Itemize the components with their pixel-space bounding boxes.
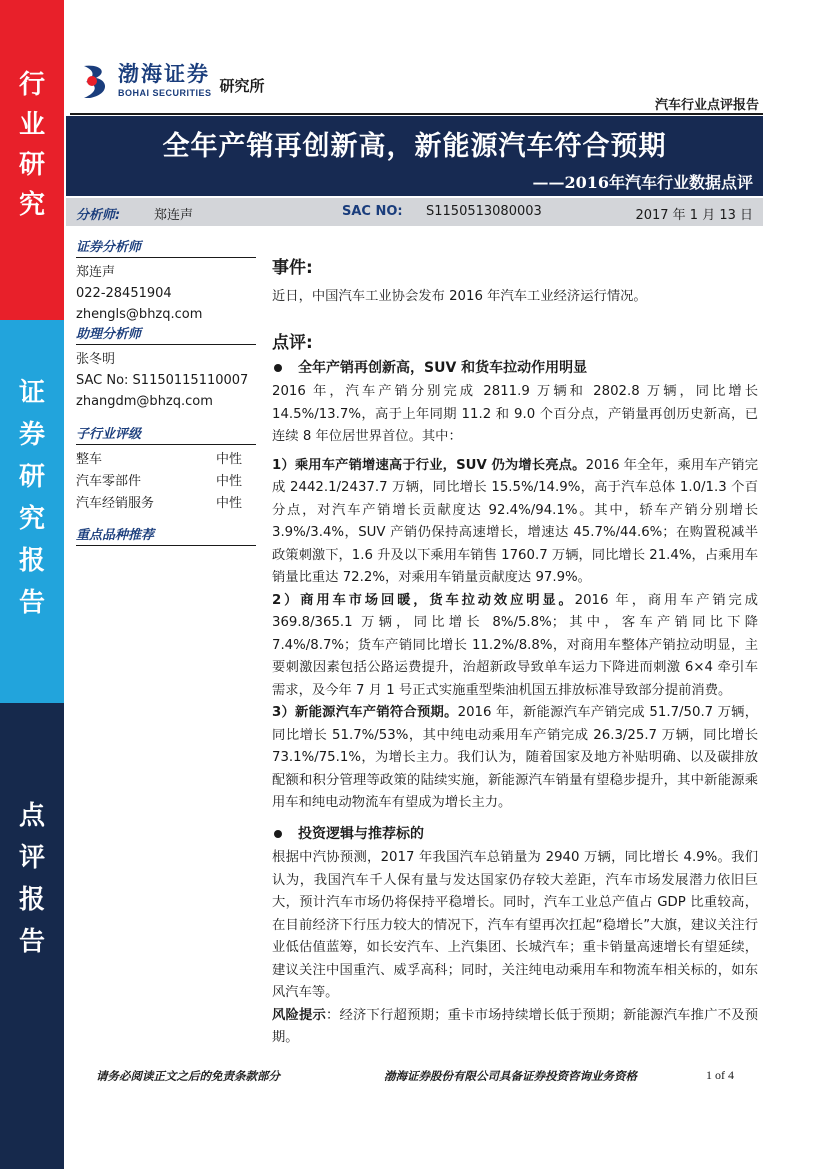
review-heading: 点评: — [272, 333, 313, 353]
section1-text: 2016 年，汽车产销分别完成 2811.9 万辆和 2802.8 万辆，同比增长 14.5%/13.7%，高于上年同期 11.2 和 9.0 个百分点，产销量再创历史新高，已连续 8 年位居世界首位。其中： — [272, 384, 758, 444]
rating-name: 汽车经销服务 — [76, 496, 155, 511]
rating-heading: 子行业评级 — [76, 423, 256, 445]
side-band-review — [0, 703, 64, 1169]
analyst-name-line: 郑连声 — [76, 265, 116, 280]
rating-value: 中性 — [215, 474, 242, 489]
passenger-car-lead: 1）乘用车产销增速高于行业，SUV 仍为增长亮点。 — [272, 457, 586, 473]
section2-text: 根据中汽协预测，2017 年我国汽车总销量为 2940 万辆，同比增长 4.9%。我们认为，我国汽车千人保有量与发达国家仍存较大差距，汽车市场发展潜力依旧巨大，预计汽车市场仍将保持平稳增长。同时，汽车工业总产值占 GDP 比重较高，在目前经济下行压力较大的情况下，汽车有望再次扛起“稳增长”大旗，建议关注行业低估值蓝筹，如长安汽车、上汽集团、长城汽车；重卡销量高速增长有望延续，建议关注中国重汽、威孚高科；同时，关注纯电动乘用车和物流车相关标的，如东风汽车等。 — [272, 850, 758, 1000]
risk-paragraph — [272, 1005, 758, 1050]
risk-lead: 风险提示 — [272, 1007, 327, 1023]
commercial-vehicle-paragraph — [272, 590, 758, 703]
footer-qualification: 渤海证券股份有限公司具备证券投资咨询业务资格 — [384, 1069, 637, 1083]
analyst-name: 郑连声 — [154, 208, 194, 223]
analyst-label: 分析师: — [76, 208, 121, 223]
header-divider — [70, 113, 763, 115]
band-char: 究 — [18, 190, 45, 220]
footer-disclaimer: 请务必阅读正文之后的免责条款部分 — [96, 1069, 280, 1083]
section1-title: 全年产销再创新高，SUV 和货车拉动作用明显 — [298, 359, 588, 376]
analyst-contact — [76, 236, 256, 325]
picks-heading: 重点品种推荐 — [76, 524, 256, 546]
page-subtitle: ——2016年汽车行业数据点评 — [532, 173, 753, 192]
assistant-heading: 助理分析师 — [76, 323, 256, 345]
band-char: 报 — [18, 546, 45, 576]
report-date: 2017 年 1 月 13 日 — [635, 208, 753, 223]
logo-mark-icon — [78, 62, 112, 100]
assistant-name: 张冬明 — [76, 352, 116, 367]
band-char: 报 — [18, 885, 45, 915]
assistant-email[interactable]: zhangdm@bhzq.com — [76, 394, 213, 409]
band-char: 证 — [18, 378, 45, 408]
band-char: 研 — [18, 462, 45, 492]
band-char: 研 — [18, 150, 45, 180]
band-char: 告 — [18, 927, 45, 957]
assistant-contact — [76, 323, 256, 412]
event-section — [272, 257, 758, 308]
company-logo — [78, 62, 265, 100]
band-char: 业 — [18, 110, 45, 140]
logo-en-text: BOHAI SECURITIES — [118, 88, 212, 98]
sub-industry-ratings — [76, 423, 256, 515]
analyst-email[interactable]: zhengls@bhzq.com — [76, 307, 203, 322]
bullet-icon — [274, 364, 282, 372]
commercial-vehicle-text: 2016 年，商用车产销完成 369.8/365.1 万辆，同比增长 8%/5.8%；其中，客车产销同比下降 7.4%/8.7%；货车产销同比增长 11.2%/8.8%，对商用车整体产销拉动明显，主要刺激因素包括公路运费提升，治超新政导致单车运力下降进而刺激 6×4 牵引车需求，及今年 7 月 1 号正式实施重型柴油机国五排放标准导致部分提前消费。 — [272, 592, 758, 698]
rating-value: 中性 — [215, 452, 242, 467]
side-band-securities — [0, 320, 64, 703]
band-char: 券 — [18, 420, 45, 450]
band-char: 行 — [18, 70, 45, 100]
report-type: 汽车行业点评报告 — [654, 98, 759, 113]
bullet-icon — [274, 830, 282, 838]
page-title: 全年产销再创新高，新能源汽车符合预期 — [162, 131, 667, 162]
rating-value: 中性 — [215, 496, 242, 511]
side-band-industry — [0, 0, 64, 320]
new-energy-lead: 3）新能源汽车产销符合预期。 — [272, 705, 458, 720]
review-section — [272, 332, 758, 1050]
commercial-vehicle-lead: 2）商用车市场回暖，货车拉动效应明显。 — [272, 592, 575, 608]
event-heading: 事件: — [272, 258, 313, 278]
analyst-heading: 证券分析师 — [76, 236, 256, 258]
rating-row — [76, 471, 256, 493]
section1-heading — [272, 357, 758, 380]
rating-row — [76, 449, 256, 471]
section2-heading — [272, 823, 758, 846]
assistant-sac: SAC No: S1150115110007 — [76, 373, 249, 388]
logo-cn-text: 渤海证券 — [118, 62, 210, 86]
band-char: 点 — [18, 801, 45, 831]
sac-number: S1150513080003 — [426, 204, 542, 219]
new-energy-paragraph — [272, 702, 758, 815]
title-block — [66, 116, 763, 196]
band-char: 究 — [18, 504, 45, 534]
risk-text: ：经济下行超预期；重卡市场持续增长低于预期；新能源汽车推广不及预期。 — [272, 1007, 759, 1045]
institute-label: 研究所 — [219, 76, 265, 95]
rating-row — [76, 493, 256, 515]
rating-name: 汽车零部件 — [76, 474, 142, 489]
passenger-car-text: 2016 年全年，乘用车产销完成 2442.1/2437.7 万辆，同比增长 15.5%/14.9%，高于汽车总体 1.0/1.3 个百分点，对汽车产销增长贡献度达 92.4%/94.1%。其中，轿车产销分别增长 3.9%/3.4%，SUV 产销仍保持高速增长，增速达 45.7%/44.6%；在购置税减半政策刺激下，1.6 升及以下乘用车销售 1760.7 万辆，同比增长 21.4%，占乘用车销量比重达 72.2%，对乘用车销量贡献度达 97.9%。 — [272, 457, 758, 585]
event-text: 近日，中国汽车工业协会发布 2016 年汽车工业经济运行情况。 — [272, 288, 647, 304]
analyst-bar — [66, 198, 763, 226]
band-char: 告 — [18, 588, 45, 618]
page-number: 1 of 4 — [706, 1068, 734, 1082]
passenger-car-paragraph — [272, 455, 758, 590]
section2-title: 投资逻辑与推荐标的 — [298, 825, 424, 842]
rating-name: 整车 — [76, 452, 103, 467]
key-picks — [76, 524, 256, 550]
sac-label: SAC NO: — [342, 204, 403, 219]
band-char: 评 — [18, 843, 45, 873]
analyst-phone: 022-28451904 — [76, 286, 172, 301]
new-energy-text: 2016 年，新能源汽车产销完成 51.7/50.7 万辆，同比增长 51.7%/53%，其中纯电动乘用车产销完成 26.3/25.7 万辆，同比增长 73.1%/75.1%，为增长主力。我们认为，随着国家及地方补贴明确、以及碳排放配额和积分管理等政策的陆续实施，新能源汽车销量有望稳步提升，其中新能源乘用车和纯电动物流车有望成为增长主力。 — [272, 705, 758, 810]
